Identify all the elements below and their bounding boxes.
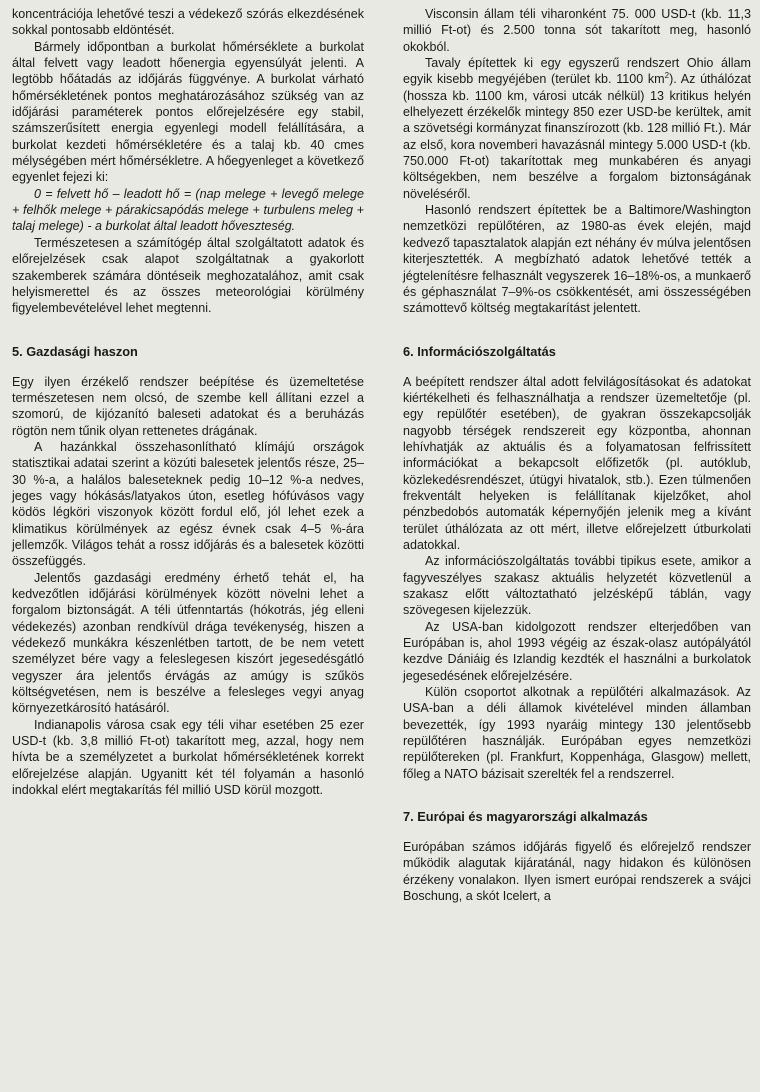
section-heading-6: 6. Információszolgáltatás [403, 343, 556, 359]
paragraph: koncentrációja lehetővé teszi a védekező szórás elkezdésének sokkal pontosabb eldöntését. [12, 7, 364, 38]
paragraph: Külön csoportot alkotnak a repülőtéri alkalmazások. Az USA-ban a déli államok kivételével minden államban bevezették, így 1993 nyaráig mintegy 130 jelentősebb repülőtéren használják. Európában egyes nemzetközi repülőtereken (pl. Frankfurt, Koppenhága, Glasgow) mellett, főleg a NATO bázisait szerelték fel a rendszerrel. [403, 685, 751, 781]
paragraph-part: Tavaly építettek ki egy egyszerű rendszert Ohio állam egyik kisebb megyéjében (terület kb. 1100 km [403, 56, 751, 87]
paragraph: Hasonló rendszert építettek be a Baltimore/Washington nemzetközi repülőtéren, az 1980-as évek elején, majd kedvező tapasztalatok alapján ezt néhány év múlva jelentősen kiterjesztették. A megbízható adatok lehetővé tették a jégtelenítésre felhasznált vegyszerek 16–18%-os, a munkaerő és géphasználat 7–9%-os csökkentését, ami összességében számottevő költség megtakarítást jelentett. [403, 203, 751, 316]
paragraph: Jelentős gazdasági eredmény érhető tehát el, ha kedvezőtlen időjárási körülmények között növelni lehet a forgalom biztonságát. A téli útfenntartás (hókotrás, jég elleni védekezés) azonban rendkívül drága tevékenység, hiszen a védekező munkákra készenlétben tartott, de be nem vetett személyzet bére vagy a feleslegesen kiszórt jegesedésgátló vegyszer ára jelentős érvágás az amúgy is szűkös költségvetésen, nem is beszélve a felesleges vegyi anyag környezetkárosító hatásáról. [12, 570, 364, 716]
paragraph: Egy ilyen érzékelő rendszer beépítése és üzemeltetése természetesen nem olcsó, de szembe kell állítani ezzel a szomorú, de kijózanító baleseti adatokat és a beruházás rögtön nem tűnik olyan rettenetes drágának. [12, 374, 364, 438]
section-heading-7: 7. Európai és magyarországi alkalmazás [403, 809, 648, 825]
paragraph: Az USA-ban kidolgozott rendszer elterjedőben van Európában is, ahol 1993 végéig az észak-olasz autópályától kezdve Dániáig és Izlandig kezdték el használni a burkolatok jegesedésének előrejelzésére. [403, 619, 751, 683]
paragraph: A beépített rendszer által adott felvilágosításokat és adatokat kiértékelheti és felhasználhatja a rendszer üzemeltetője (pl. egy repülőtér esetében), de gyakran összekapcsolják nagyobb térségek rendszereit egy központba, ahonnan lehívhatják az aktuális és a folyamatosan felfrissített információkat a bekapcsolt előfizetők (pl. autóklub, közlekedésrendészet, útügyi hivatalok, stb.). Ezen túlmenően frekventált helyeken is felállítanak kijelzőket, ahol pénzbedobós automaták képernyőjén jelenik meg a kívánt terület úthálózata az ott mért, illetve előrejelzett útburkolati adatokkal. [403, 374, 751, 552]
paragraph: Az információszolgáltatás további tipikus esete, amikor a fagyveszélyes szakasz aktuális helyzetét közvetlenül a szakasz előtt változtatható jelzésképű táblán, vagy szövegesen kijelezzük. [403, 554, 751, 618]
heat-balance-formula: 0 = felvett hő – leadott hő = (nap melege + levegő melege + felhők melege + párakicsapódás melege + turbulens meleg + talaj melege) - a burkolat által leadott hőveszteség. [12, 186, 364, 234]
section-heading-5: 5. Gazdasági haszon [12, 343, 138, 359]
paragraph: Visconsin állam téli viharonként 75. 000 USD-t (kb. 11,3 millió Ft-ot) és 2.500 tonna sót takarított meg, hasonló okokból. [403, 7, 751, 54]
superscript: 2 [664, 71, 670, 81]
paragraph: A hazánkkal összehasonlítható klímájú országok statisztikai adatai szerint a közúti balesetek jelentős része, 25–30 %-a, a halálos baleseteknek pedig 10–12 %-a nedves, jeges vagy hókásás/latyakos úton, esetleg hófúvásos vagy ködös légköri viszonyok között fordul elő, jól lehet ezek a klimatikus körülmények az egész évnek csak 4–5 %-ára jellemzők. Világos tehát a rossz időjárás és a balesetek közötti összefüggés. [12, 439, 364, 569]
right-column [403, 6, 751, 905]
paragraph: Indianapolis városa csak egy téli vihar esetében 25 ezer USD-t (kb. 3,8 millió Ft-ot) takarított meg, azzal, hogy nem hívta be a személyzetet a burkolat hőmérsékletének korrekt előrejelzése alapján. Ugyanitt két tél folyamán a hasonló indokkal elért megtakarítás fél millió USD körül mozgott. [12, 717, 364, 798]
paragraph [403, 55, 751, 202]
paragraph-part: ). Az úthálózat (hossza kb. 1100 km, városi utcák nélkül) 13 kritikus helyén elhelyezett érzékelők mintegy 850 ezer USD-be kerültek, amit a szövetségi kormányzat finanszírozott (kb. 128 millió Ft.). Már az első, kora novemberi havazásnál mintegy 5.000 USD-t (kb. 750.000 Ft-ot) takarítottak meg munkabéren és anyagi költségekben, nem beszélve a forgalom biztonságának növeléséről. [403, 72, 751, 201]
paragraph: Bármely időpontban a burkolat hőmérséklete a burkolat által felvett vagy leadott hőenergia egyensúlyát jelenti. A legtöbb hőátadás az időjárás függvénye. A burkolat várható hőmérsékletének pontos meghatározásához szükség van az időjárási paraméterek pontos előrejelzésére egy stabil, számszerűsített energia egyenlegi modell felállítására, a burkolat kezdeti hőmérsékletére és a talaj kb. 40 cmes mélységében mért hőmérsékletre. A hőegyenleget a következő egyenlet fejezi ki: [12, 39, 364, 185]
paragraph: Természetesen a számítógép által szolgáltatott adatok és előrejelzések csak alapot szolgáltatnak a gyakorlott szakemberek számára döntéseik meghozatalához, amit csak helyismerettel és az összes meteorológiai körülmény figyelembevételével lehet megtenni. [12, 235, 364, 316]
paragraph: Európában számos időjárás figyelő és előrejelző rendszer működik alagutak kijáratánál, nagy hidakon és különösen érzékeny vonalakon. Ilyen ismert európai rendszerek a svájci Boschung, a skót Icelert, a [403, 840, 751, 904]
left-column [12, 6, 364, 798]
